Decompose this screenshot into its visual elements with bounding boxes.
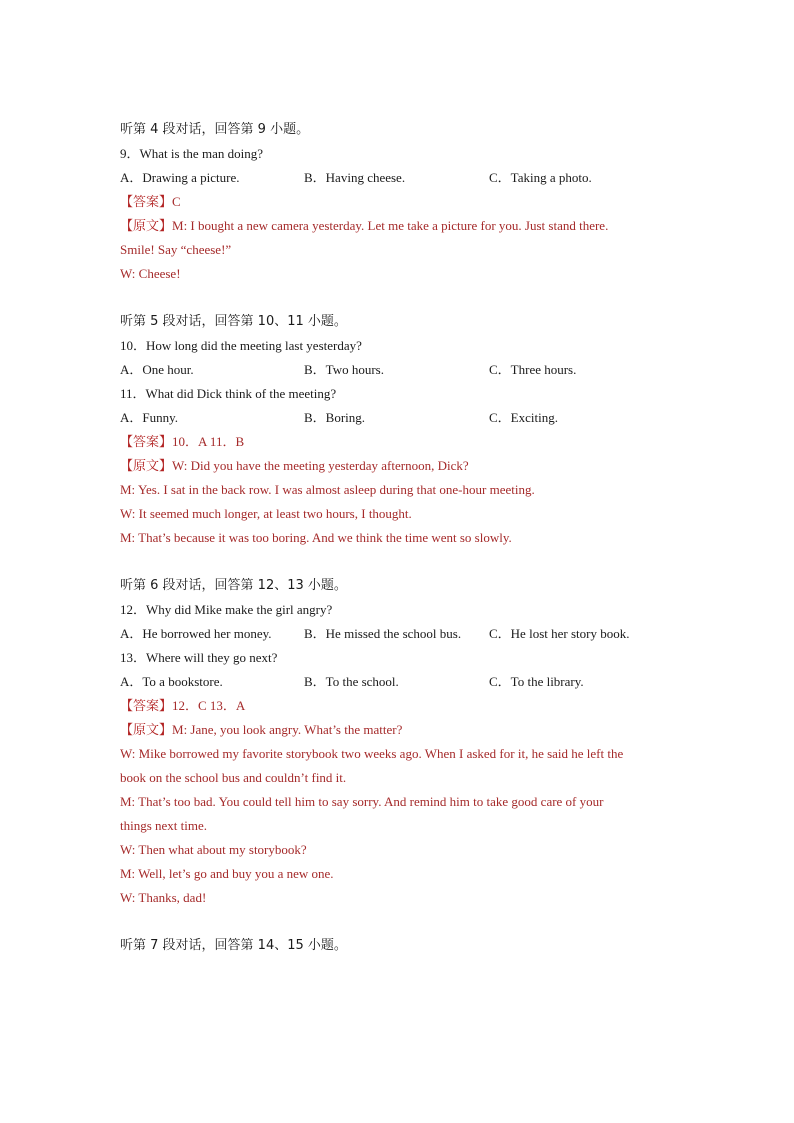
document-page <box>120 118 680 958</box>
transcript-label: 【原文】 <box>120 459 173 474</box>
transcript-line <box>120 214 680 238</box>
option-c: C．Exciting. <box>489 410 558 425</box>
question-9: 9．What is the man doing? <box>120 146 263 161</box>
transcript-line: M: That’s too bad. You could tell him to say sorry. And remind him to take good care of your <box>120 794 604 809</box>
transcript-text: W: Did you have the meeting yesterday afternoon, Dick? <box>172 458 469 473</box>
options-row-9 <box>120 166 680 190</box>
transcript-line <box>120 718 680 742</box>
question-13: 13．Where will they go next? <box>120 650 278 665</box>
options-row-10 <box>120 358 680 382</box>
question-11: 11．What did Dick think of the meeting? <box>120 386 337 401</box>
answer-line <box>120 694 680 718</box>
answer-value: 10．A 11．B <box>172 434 245 449</box>
transcript-line: M: Well, let’s go and buy you a new one. <box>120 866 334 881</box>
answer-value: C <box>172 194 181 209</box>
answer-value: 12．C 13．A <box>172 698 246 713</box>
section-heading: 听第 5 段对话，回答第 10、11 小题。 <box>120 314 347 329</box>
option-a: A．To a bookstore. <box>120 674 223 689</box>
option-a: A．He borrowed her money. <box>120 626 272 641</box>
transcript-line: W: Cheese! <box>120 266 181 281</box>
transcript-label: 【原文】 <box>120 219 173 234</box>
option-b: B．Boring. <box>304 410 366 425</box>
question-12: 12．Why did Mike make the girl angry? <box>120 602 333 617</box>
transcript-text: M: I bought a new camera yesterday. Let me take a picture for you. Just stand there. <box>172 218 609 233</box>
options-row-13 <box>120 670 680 694</box>
option-c: C．Three hours. <box>489 362 577 377</box>
answer-label: 【答案】 <box>120 435 173 450</box>
option-c: C．He lost her story book. <box>489 626 630 641</box>
transcript-line: M: That’s because it was too boring. And we think the time went so slowly. <box>120 530 512 545</box>
spacer <box>120 910 680 934</box>
transcript-line: book on the school bus and couldn’t find it. <box>120 770 347 785</box>
options-row-12 <box>120 622 680 646</box>
transcript-line: W: Mike borrowed my favorite storybook two weeks ago. When I asked for it, he said he left the <box>120 746 624 761</box>
options-row-11 <box>120 406 680 430</box>
spacer <box>120 286 680 310</box>
transcript-line: W: Then what about my storybook? <box>120 842 307 857</box>
option-b: B．Having cheese. <box>304 170 406 185</box>
transcript-line: M: Yes. I sat in the back row. I was almost asleep during that one-hour meeting. <box>120 482 535 497</box>
option-a: A．Drawing a picture. <box>120 170 240 185</box>
option-b: B．To the school. <box>304 674 399 689</box>
answer-label: 【答案】 <box>120 699 173 714</box>
option-c: C．Taking a photo. <box>489 170 592 185</box>
option-a: A．One hour. <box>120 362 194 377</box>
transcript-label: 【原文】 <box>120 723 173 738</box>
transcript-line: W: It seemed much longer, at least two hours, I thought. <box>120 506 412 521</box>
option-b: B．Two hours. <box>304 362 384 377</box>
transcript-line: W: Thanks, dad! <box>120 890 207 905</box>
option-c: C．To the library. <box>489 674 584 689</box>
transcript-line: Smile! Say “cheese!” <box>120 242 232 257</box>
transcript-line <box>120 454 680 478</box>
answer-label: 【答案】 <box>120 195 173 210</box>
answer-line <box>120 430 680 454</box>
transcript-line: things next time. <box>120 818 208 833</box>
question-10: 10．How long did the meeting last yesterday? <box>120 338 362 353</box>
section-heading: 听第 7 段对话，回答第 14、15 小题。 <box>120 938 347 953</box>
section-heading: 听第 6 段对话，回答第 12、13 小题。 <box>120 578 347 593</box>
option-b: B．He missed the school bus. <box>304 626 462 641</box>
section-heading: 听第 4 段对话，回答第 9 小题。 <box>120 122 310 137</box>
answer-line <box>120 190 680 214</box>
spacer <box>120 550 680 574</box>
transcript-text: M: Jane, you look angry. What’s the matter? <box>172 722 403 737</box>
option-a: A．Funny. <box>120 410 179 425</box>
